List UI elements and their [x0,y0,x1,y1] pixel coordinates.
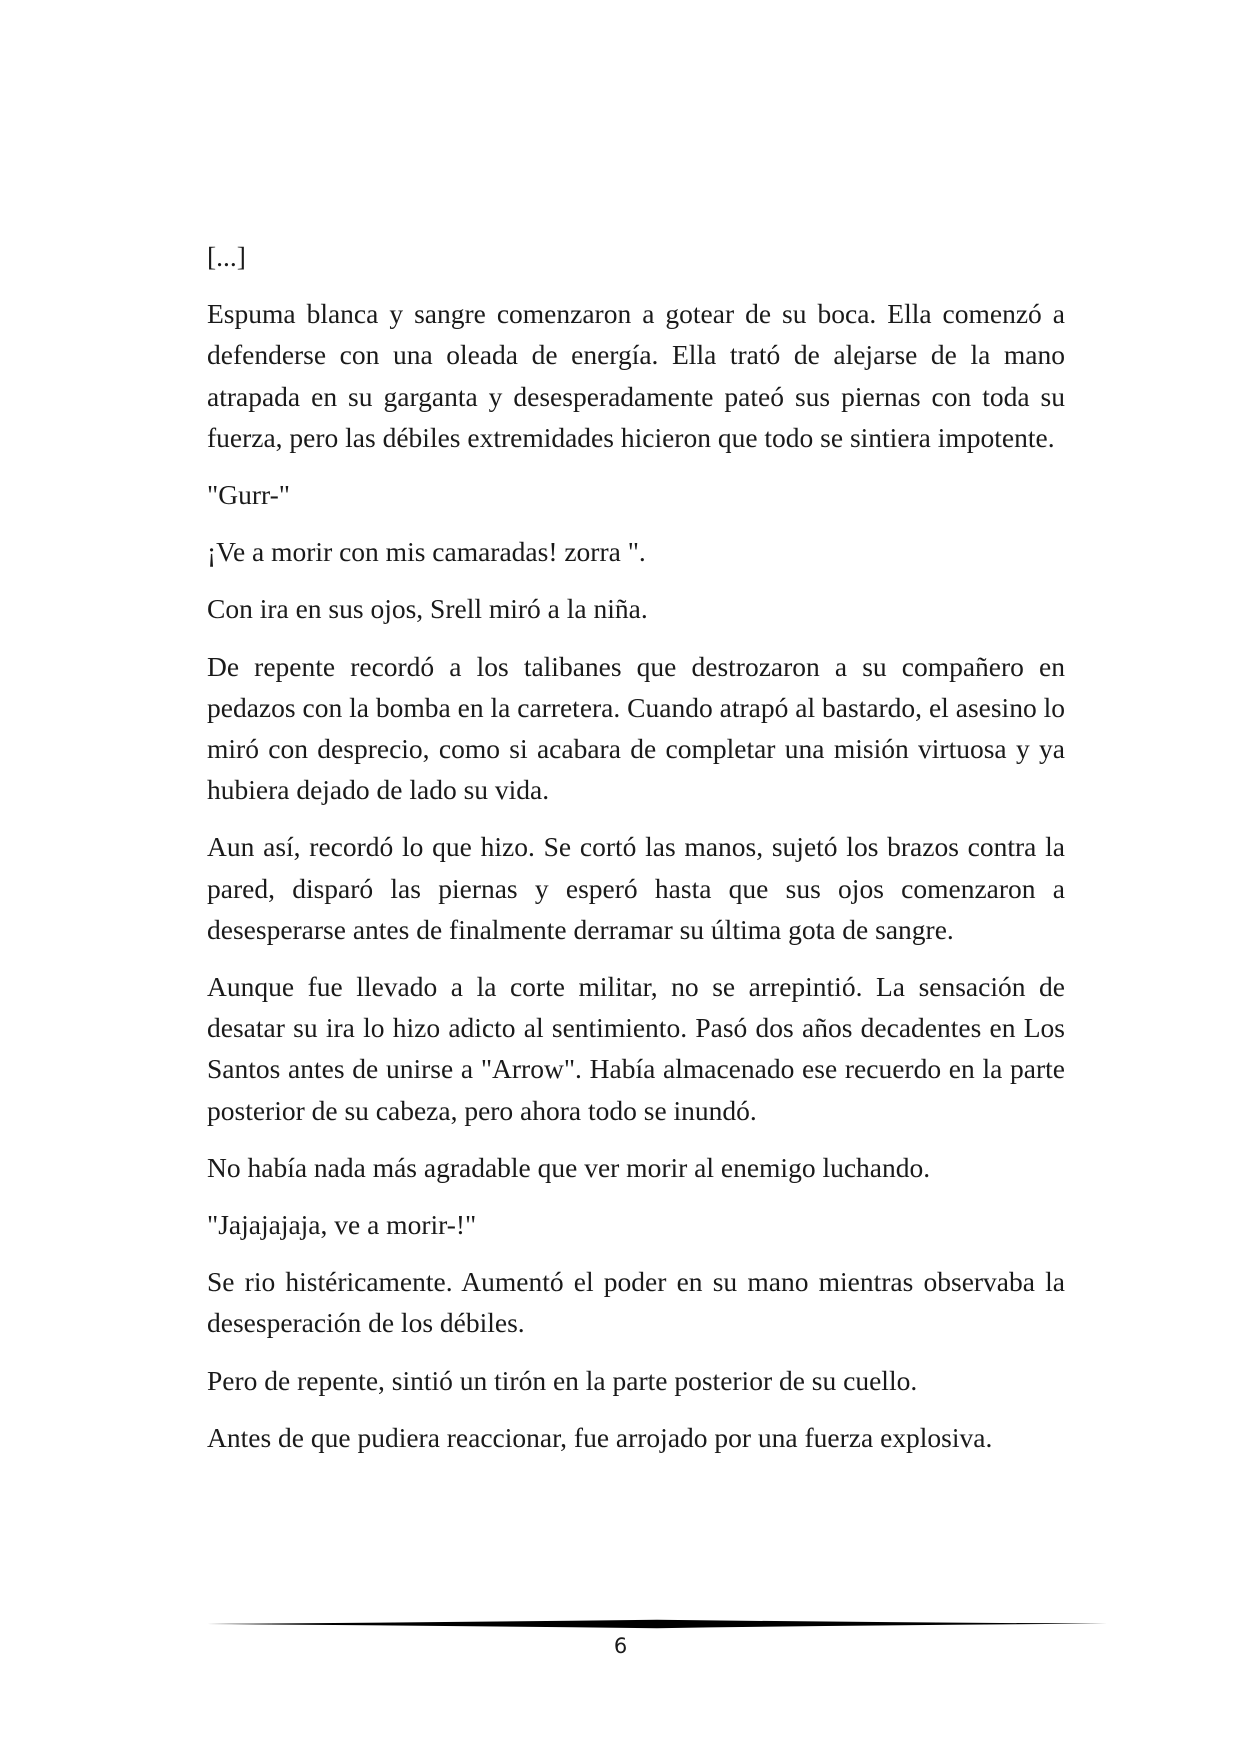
paragraph-anger-eyes: Con ira en sus ojos, Srell miró a la niña. [207,593,648,625]
paragraph-ellipsis: [...] [207,241,246,272]
paragraph-gurr: "Gurr-" [207,479,290,511]
paragraph-foam-blood: Espuma blanca y sangre comenzaron a gotear de su boca. Ella comenzó a defenderse con una oleada de energía. Ella trató de alejarse de la mano atrapada en su garganta y desesperadamente pateó sus piernas con toda su fuerza, pero las débiles extremidades hicieron que todo se sintiera impotente. [207,298,1065,453]
paragraph-taliban-memory: De repente recordó a los talibanes que destrozaron a su compañero en pedazos con la bomba en la carretera. Cuando atrapó al bastardo, el asesino lo miró con desprecio, como si acabara de completar una misión virtuosa y ya hubiera dejado de lado su vida. [207,650,1065,806]
paragraph-explosive-force: Antes de que pudiera reaccionar, fue arrojado por una fuerza explosiva. [207,1421,993,1453]
paragraph-even-so: Aun así, recordó lo que hizo. Se cortó las manos, sujetó los brazos contra la pared, disparó las piernas y esperó hasta que sus ojos comenzaron a desesperarse antes de finalmente derramar su última gota de sangre. [207,831,1065,945]
page-number: 6 [613,1634,628,1658]
paragraph-nothing-more-pleasant: No había nada más agradable que ver morir al enemigo luchando. [207,1151,931,1183]
body-text [207,236,1065,1474]
paragraph-hysterical-laugh: Se rio histéricamente. Aumentó el poder en su mano mientras observaba la desesperación de los débiles. [207,1266,1065,1339]
paragraph-military-court: Aunque fue llevado a la corte militar, no se arrepintió. La sensación de desatar su ira lo hizo adicto al sentimiento. Pasó dos años decadentes en Los Santos antes de unirse a "Arrow". Había almacenado ese recuerdo en la parte posterior de su cabeza, pero ahora todo se inundó. [207,971,1065,1126]
paragraph-tug-neck: Pero de repente, sintió un tirón en la parte posterior de su cuello. [207,1364,918,1396]
footer-divider [207,1618,1107,1630]
paragraph-laugh-die: "Jajajajaja, ve a morir-!" [207,1209,477,1241]
paragraph-die-comrades: ¡Ve a morir con mis camaradas! zorra ". [207,536,646,568]
